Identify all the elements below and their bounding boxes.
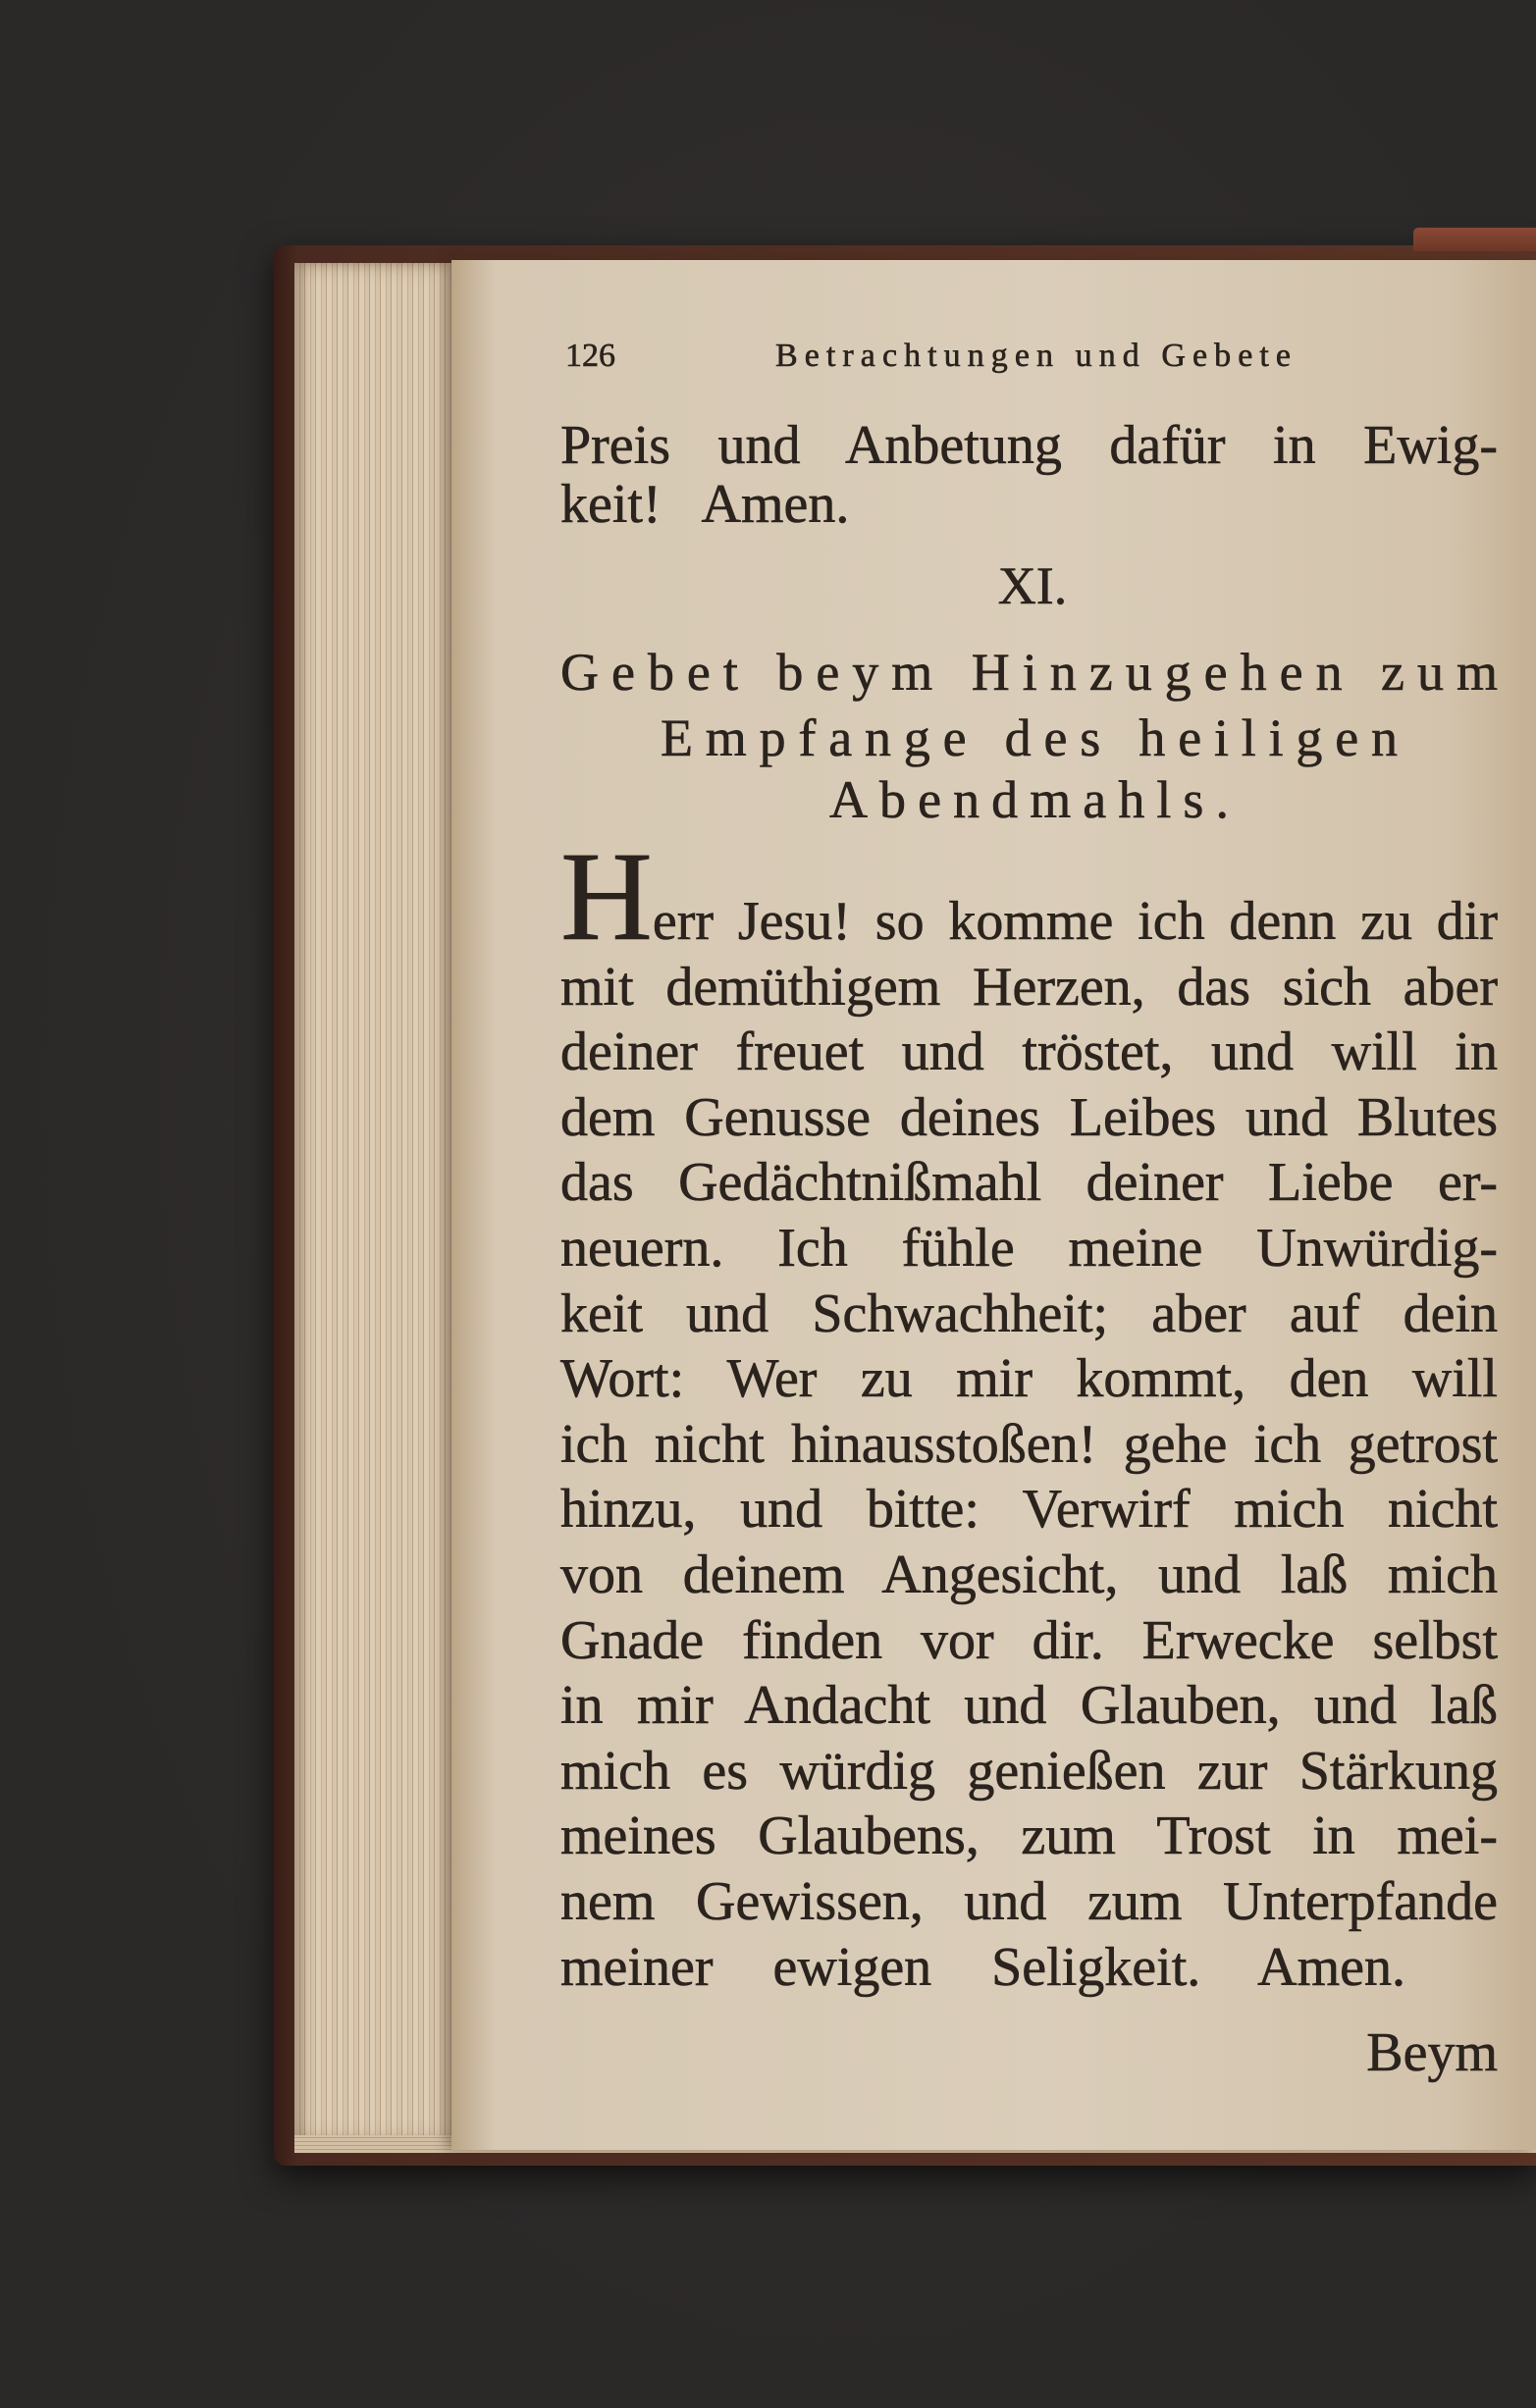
text-line: Preis und Anbetung dafür in Ewig-	[560, 415, 1498, 476]
text-line: nem Gewissen, und zum Unterpfande	[560, 1870, 1498, 1932]
continuation-text	[560, 416, 1498, 534]
text-line: Gnade finden vor dir. Erwecke selbst	[560, 1609, 1498, 1671]
book-page	[451, 260, 1536, 2150]
text-line: in mir Andacht und Glauben, und laß	[560, 1675, 1498, 1737]
section-numeral: XI.	[997, 556, 1068, 615]
text-line: keit und Schwachheit; aber auf dein	[560, 1283, 1498, 1344]
page-number: 126	[565, 338, 615, 374]
text-line: neuern. Ich fühle meine Unwürdig-	[560, 1217, 1498, 1279]
section-title-line: Empfange des heiligen	[661, 708, 1410, 767]
section-title-line: Gebet beym Hinzugehen zum	[560, 643, 1510, 702]
text-line: keit! Amen.	[560, 474, 850, 535]
text-line-last: meiner ewigen Seligkeit. Amen.	[560, 1936, 1405, 1998]
section-title-line: Abendmahls.	[829, 770, 1242, 829]
text-line: mich es würdig genießen zur Stärkung	[560, 1740, 1498, 1802]
text-line: dem Genusse deines Leibes und Blutes	[560, 1086, 1498, 1148]
text-line: von deinem Angesicht, und laß mich	[560, 1544, 1498, 1605]
text-line: Wort: Wer zu mir kommt, den will	[560, 1348, 1498, 1410]
page-edges-stack	[294, 263, 466, 2142]
running-head: Betrachtungen und Gebete	[775, 338, 1298, 374]
initial-letter: H	[560, 826, 653, 968]
text-line: deiner freuet und tröstet, und will in	[560, 1021, 1498, 1083]
cover-leather-corner	[1413, 228, 1536, 251]
text-line: meines Glaubens, zum Trost in mei-	[560, 1806, 1498, 1867]
prayer-text	[560, 826, 1498, 2000]
first-line-rest: err Jesu! so komme ich denn zu dir	[652, 891, 1498, 952]
text-line-first	[560, 826, 1498, 968]
text-line: hinzu, und bitte: Verwirf mich nicht	[560, 1479, 1498, 1541]
text-line: das Gedächtnißmahl deiner Liebe er-	[560, 1152, 1498, 1214]
text-line: ich nicht hinausstoßen! gehe ich getrost	[560, 1413, 1498, 1475]
catchword: Beym	[1366, 2022, 1498, 2083]
text-line: mit demüthigem Herzen, das sich aber	[560, 956, 1498, 1018]
